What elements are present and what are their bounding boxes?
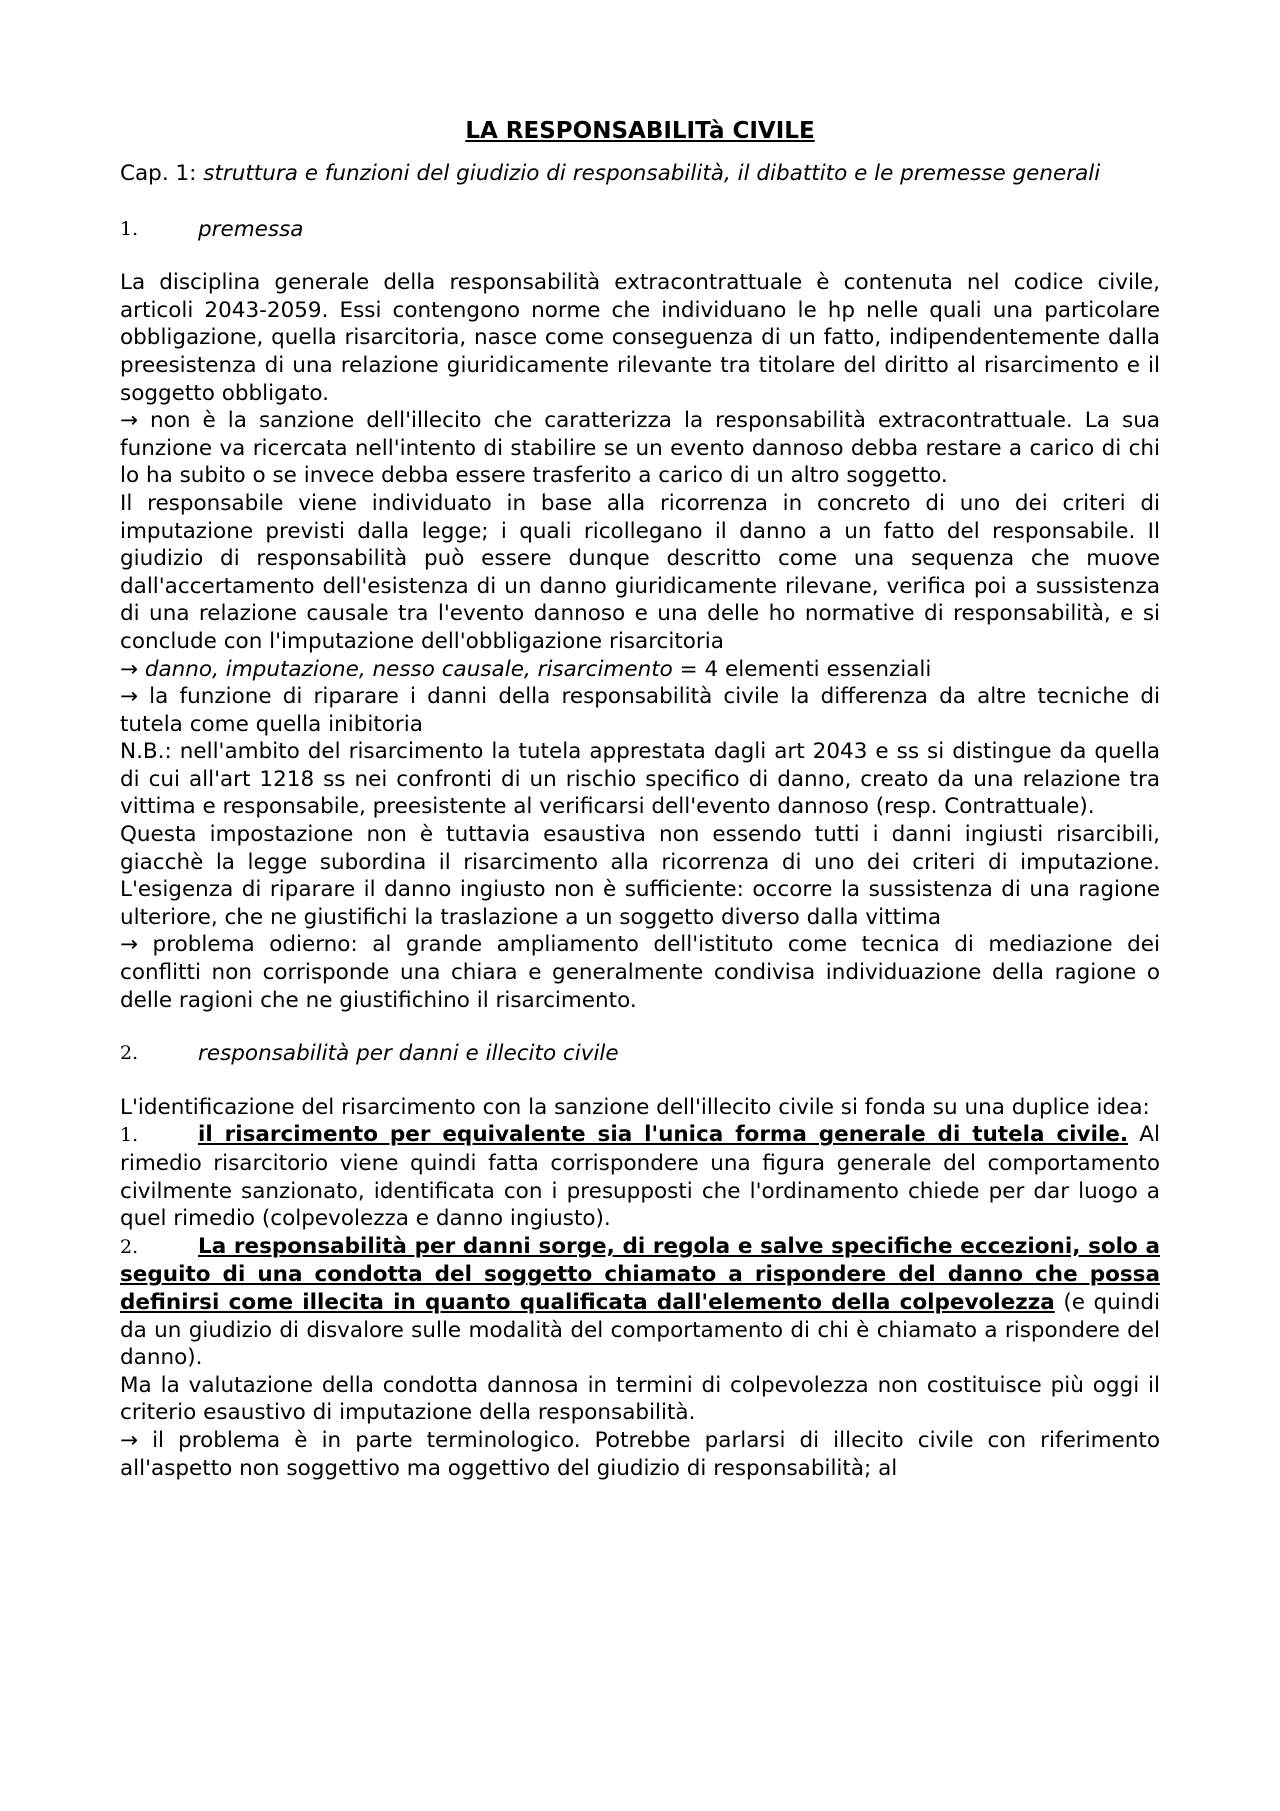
paragraph-elements xyxy=(120,656,1160,684)
list-item-number: 2. xyxy=(120,1235,139,1258)
chapter-prefix: Cap. 1: xyxy=(120,161,197,186)
chapter-title: struttura e funzioni del giudizio di responsabilità, il dibattito e le premesse generali xyxy=(203,161,1101,186)
paragraph: Il responsabile viene individuato in base alla ricorrenza in concreto di uno dei criteri di imputazione previsti dalla legge; i quali ricollegano il danno a un fatto del responsabile. Il giudizio di responsabilità può essere dunque descritto come una sequenza che muove dall'accertamento dell'esistenza di un danno giuridicamente rilevane, verifica poi a sussistenza di una relazione causale tra l'evento dannoso e una delle ho normative di responsabilità, e si conclude con l'imputazione dell'obbligazione risarcitoria xyxy=(120,490,1160,654)
document-page xyxy=(120,116,1160,1482)
section-1-number: 1. xyxy=(120,217,139,240)
section-2-number: 2. xyxy=(120,1042,139,1065)
paragraph: La disciplina generale della responsabilità extracontrattuale è contenuta nel codice civile, articoli 2043-2059. Essi contengono norme che individuano le hp nelle quali una particolare obbligazione, quella risarcitoria, nasce come conseguenza di un fatto, indipendentemente dalla preesistenza di una relazione giuridicamente rilevante tra titolare del diritto al risarcimento e il soggetto obbligato. xyxy=(120,270,1160,406)
section-1-title: premessa xyxy=(198,216,304,242)
elements-count: = 4 elementi essenziali xyxy=(679,656,932,682)
paragraph: → non è la sanzione dell'illecito che caratterizza la responsabilità extracontrattuale. La sua funzione va ricercata nell'intento di stabilire se un evento dannoso debba restare a carico di chi lo ha subito o se invece debba essere trasferito a carico di un altro soggetto. xyxy=(120,408,1160,489)
section-1-heading xyxy=(120,216,1160,244)
paragraph: Ma la valutazione della condotta dannosa in termini di colpevolezza non costituisce più oggi il criterio esaustivo di imputazione della responsabilità. xyxy=(120,1372,1160,1426)
arrow-symbol: → xyxy=(120,656,139,682)
elements-list: danno, imputazione, nesso causale, risarcimento xyxy=(144,656,673,682)
paragraph: Questa impostazione non è tuttavia esaustiva non essendo tutti i danni ingiusti risarcibili, giacchè la legge subordina il risarcimento alla ricorrenza di uno dei criteri di imputazione. L'esigenza di riparare il danno ingiusto non è sufficiente: occorre la sussistenza di una ragione ulteriore, che ne giustifichi la traslazione a un soggetto diverso dalla vittima xyxy=(120,822,1160,930)
paragraph: L'identificazione del risarcimento con la sanzione dell'illecito civile si fonda su una duplice idea: xyxy=(120,1094,1150,1120)
list-item-text: Al rimedio risarcitorio viene quindi fatta corrispondere una figura generale del comportamento civilmente sanzionato, identificata con i presupposti che l'ordinamento chiede per dar luogo a quel rimedio (colpevolezza e danno ingiusto). xyxy=(120,1122,1160,1232)
list-item-emphasis: il risarcimento per equivalente sia l'unica forma generale di tutela civile. xyxy=(198,1122,1129,1148)
list-item xyxy=(120,1233,1160,1372)
paragraph: → il problema è in parte terminologico. Potrebbe parlarsi di illecito civile con riferimento all'aspetto non soggettivo ma oggettivo del giudizio di responsabilità; al xyxy=(120,1427,1160,1481)
list-item-emphasis: La responsabilità per danni sorge, di regola e salve specifiche eccezioni, solo a seguito di una condotta del soggetto chiamato a rispondere del danno che possa definirsi come illecita in quanto qualificata dall'elemento della colpevolezza xyxy=(120,1233,1160,1315)
paragraph-nb: N.B.: nell'ambito del risarcimento la tutela apprestata dagli art 2043 e ss si distingue da quella di cui all'art 1218 ss nei confronti di un rischio specifico di danno, creato da una relazione tra vittima e responsabile, preesistente al verificarsi dell'evento dannoso (resp. Contrattuale). xyxy=(120,739,1160,820)
list-item-number: 1. xyxy=(120,1124,139,1147)
section-2-heading xyxy=(120,1040,1160,1068)
document-title: LA RESPONSABILITà CIVILE xyxy=(465,118,815,144)
list-item-text: (e quindi da un giudizio di disvalore sulle modalità del comportamento di chi è chiamato a rispondere del danno). xyxy=(120,1289,1161,1371)
section-2-title: responsabilità per danni e illecito civile xyxy=(198,1041,619,1067)
paragraph: → la funzione di riparare i danni della responsabilità civile la differenza da altre tecniche di tutela come quella inibitoria xyxy=(120,684,1160,737)
chapter-heading xyxy=(120,160,1160,188)
paragraph: → problema odierno: al grande ampliamento dell'istituto come tecnica di mediazione dei conflitti non corrisponde una chiara e generalmente condivisa individuazione della ragione o delle ragioni che ne giustifichino il risarcimento. xyxy=(120,932,1160,1013)
list-item xyxy=(120,1121,1160,1232)
